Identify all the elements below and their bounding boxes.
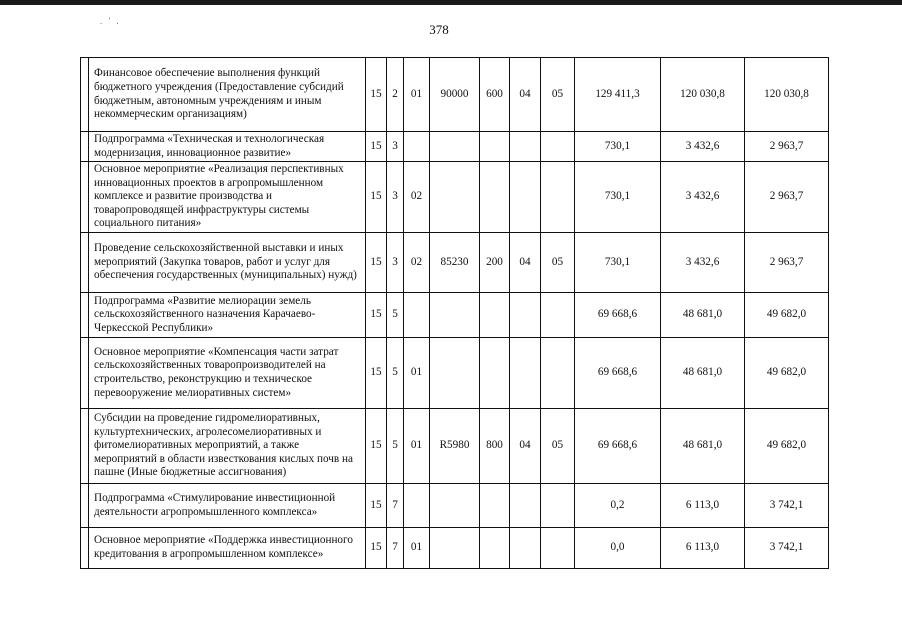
item-name: Основное мероприятие «Реализация перспективных инновационных проектов в агропромышленном комплексе и развитие производства и товаропроводящей инфраструктуры системы социального питания» [89, 162, 366, 233]
subsection-code: 05 [541, 409, 575, 484]
amount-year-1: 730,1 [575, 132, 661, 162]
main-activity-code: 01 [404, 58, 430, 132]
row-margin-cell [81, 409, 89, 484]
subprogram-code: 3 [387, 233, 404, 293]
item-name: Финансовое обеспечение выполнения функций бюджетного учреждения (Предоставление субсидий бюджетным, автономным учреждениям и иным некоммерческим организациям) [89, 58, 366, 132]
table-row [81, 132, 829, 162]
expense-type-code [480, 293, 510, 338]
amount-year-2: 48 681,0 [661, 293, 745, 338]
amount-year-1: 0,2 [575, 484, 661, 528]
amount-year-1: 0,0 [575, 528, 661, 569]
amount-year-3: 120 030,8 [745, 58, 829, 132]
table-row [81, 293, 829, 338]
gp-code: 15 [366, 58, 387, 132]
table-row [81, 484, 829, 528]
direction-code [430, 338, 480, 409]
item-name: Основное мероприятие «Компенсация части затрат сельскохозяйственных товаропроизводителей на строительство, реконструкцию и техническое перевооружение мелиоративных систем» [89, 338, 366, 409]
row-margin-cell [81, 484, 89, 528]
gp-code: 15 [366, 293, 387, 338]
amount-year-2: 3 432,6 [661, 132, 745, 162]
direction-code [430, 162, 480, 233]
gp-code: 15 [366, 233, 387, 293]
main-activity-code [404, 293, 430, 338]
subsection-code [541, 484, 575, 528]
item-name: Подпрограмма «Техническая и технологическая модернизация, инновационное развитие» [89, 132, 366, 162]
direction-code [430, 132, 480, 162]
row-margin-cell [81, 293, 89, 338]
amount-year-3: 2 963,7 [745, 233, 829, 293]
amount-year-1: 69 668,6 [575, 293, 661, 338]
amount-year-2: 48 681,0 [661, 338, 745, 409]
amount-year-3: 49 682,0 [745, 338, 829, 409]
expense-type-code [480, 162, 510, 233]
section-code [510, 162, 541, 233]
direction-code [430, 528, 480, 569]
direction-code: R5980 [430, 409, 480, 484]
amount-year-3: 3 742,1 [745, 528, 829, 569]
main-activity-code: 01 [404, 528, 430, 569]
table-row [81, 233, 829, 293]
table-row [81, 338, 829, 409]
top-border-rule [0, 0, 902, 5]
expense-type-code: 600 [480, 58, 510, 132]
subsection-code [541, 293, 575, 338]
gp-code: 15 [366, 528, 387, 569]
main-activity-code [404, 132, 430, 162]
table-row [81, 162, 829, 233]
subprogram-code: 5 [387, 293, 404, 338]
subprogram-code: 3 [387, 162, 404, 233]
table-row [81, 409, 829, 484]
subsection-code [541, 132, 575, 162]
gp-code: 15 [366, 484, 387, 528]
amount-year-1: 129 411,3 [575, 58, 661, 132]
amount-year-3: 2 963,7 [745, 132, 829, 162]
gp-code: 15 [366, 132, 387, 162]
expense-type-code: 800 [480, 409, 510, 484]
row-margin-cell [81, 233, 89, 293]
amount-year-3: 3 742,1 [745, 484, 829, 528]
subprogram-code: 5 [387, 409, 404, 484]
row-margin-cell [81, 162, 89, 233]
section-code: 04 [510, 409, 541, 484]
expense-type-code [480, 132, 510, 162]
gp-code: 15 [366, 409, 387, 484]
direction-code [430, 293, 480, 338]
table-row [81, 528, 829, 569]
scan-mark: . ' . [100, 16, 121, 26]
budget-table [80, 57, 829, 569]
direction-code: 85230 [430, 233, 480, 293]
amount-year-2: 48 681,0 [661, 409, 745, 484]
amount-year-1: 69 668,6 [575, 338, 661, 409]
gp-code: 15 [366, 338, 387, 409]
section-code: 04 [510, 233, 541, 293]
main-activity-code: 01 [404, 409, 430, 484]
section-code [510, 293, 541, 338]
main-activity-code: 02 [404, 162, 430, 233]
amount-year-2: 3 432,6 [661, 162, 745, 233]
expense-type-code [480, 484, 510, 528]
item-name: Подпрограмма «Развитие мелиорации земель сельскохозяйственного назначения Карачаево-Черкесской Республики» [89, 293, 366, 338]
item-name: Основное мероприятие «Поддержка инвестиционного кредитования в агропромышленном комплексе» [89, 528, 366, 569]
row-margin-cell [81, 132, 89, 162]
subprogram-code: 7 [387, 528, 404, 569]
row-margin-cell [81, 338, 89, 409]
subsection-code: 05 [541, 233, 575, 293]
expense-type-code [480, 338, 510, 409]
main-activity-code: 02 [404, 233, 430, 293]
subsection-code [541, 338, 575, 409]
subsection-code [541, 528, 575, 569]
subprogram-code: 5 [387, 338, 404, 409]
expense-type-code [480, 528, 510, 569]
subprogram-code: 7 [387, 484, 404, 528]
subprogram-code: 3 [387, 132, 404, 162]
section-code [510, 132, 541, 162]
subprogram-code: 2 [387, 58, 404, 132]
table-row [81, 58, 829, 132]
gp-code: 15 [366, 162, 387, 233]
amount-year-1: 69 668,6 [575, 409, 661, 484]
section-code [510, 484, 541, 528]
amount-year-2: 120 030,8 [661, 58, 745, 132]
subsection-code: 05 [541, 58, 575, 132]
expense-type-code: 200 [480, 233, 510, 293]
row-margin-cell [81, 528, 89, 569]
section-code: 04 [510, 58, 541, 132]
amount-year-3: 49 682,0 [745, 409, 829, 484]
main-activity-code: 01 [404, 338, 430, 409]
page-number: 378 [429, 22, 449, 37]
section-code [510, 528, 541, 569]
subsection-code [541, 162, 575, 233]
row-margin-cell [81, 58, 89, 132]
direction-code: 90000 [430, 58, 480, 132]
direction-code [430, 484, 480, 528]
amount-year-2: 3 432,6 [661, 233, 745, 293]
amount-year-2: 6 113,0 [661, 484, 745, 528]
amount-year-3: 49 682,0 [745, 293, 829, 338]
item-name: Подпрограмма «Стимулирование инвестиционной деятельности агропромышленного комплекса» [89, 484, 366, 528]
amount-year-3: 2 963,7 [745, 162, 829, 233]
amount-year-2: 6 113,0 [661, 528, 745, 569]
item-name: Проведение сельскохозяйственной выставки и иных мероприятий (Закупка товаров, работ и услуг для обеспечения государственных (муниципальных) нужд) [89, 233, 366, 293]
main-activity-code [404, 484, 430, 528]
item-name: Субсидии на проведение гидромелиоративных, культуртехнических, агролесомелиоративных и фитомелиоративных мероприятий, а также мероприятий в области известкования кислых почв на пашне (Иные бюджетные ассигнования) [89, 409, 366, 484]
amount-year-1: 730,1 [575, 233, 661, 293]
amount-year-1: 730,1 [575, 162, 661, 233]
section-code [510, 338, 541, 409]
